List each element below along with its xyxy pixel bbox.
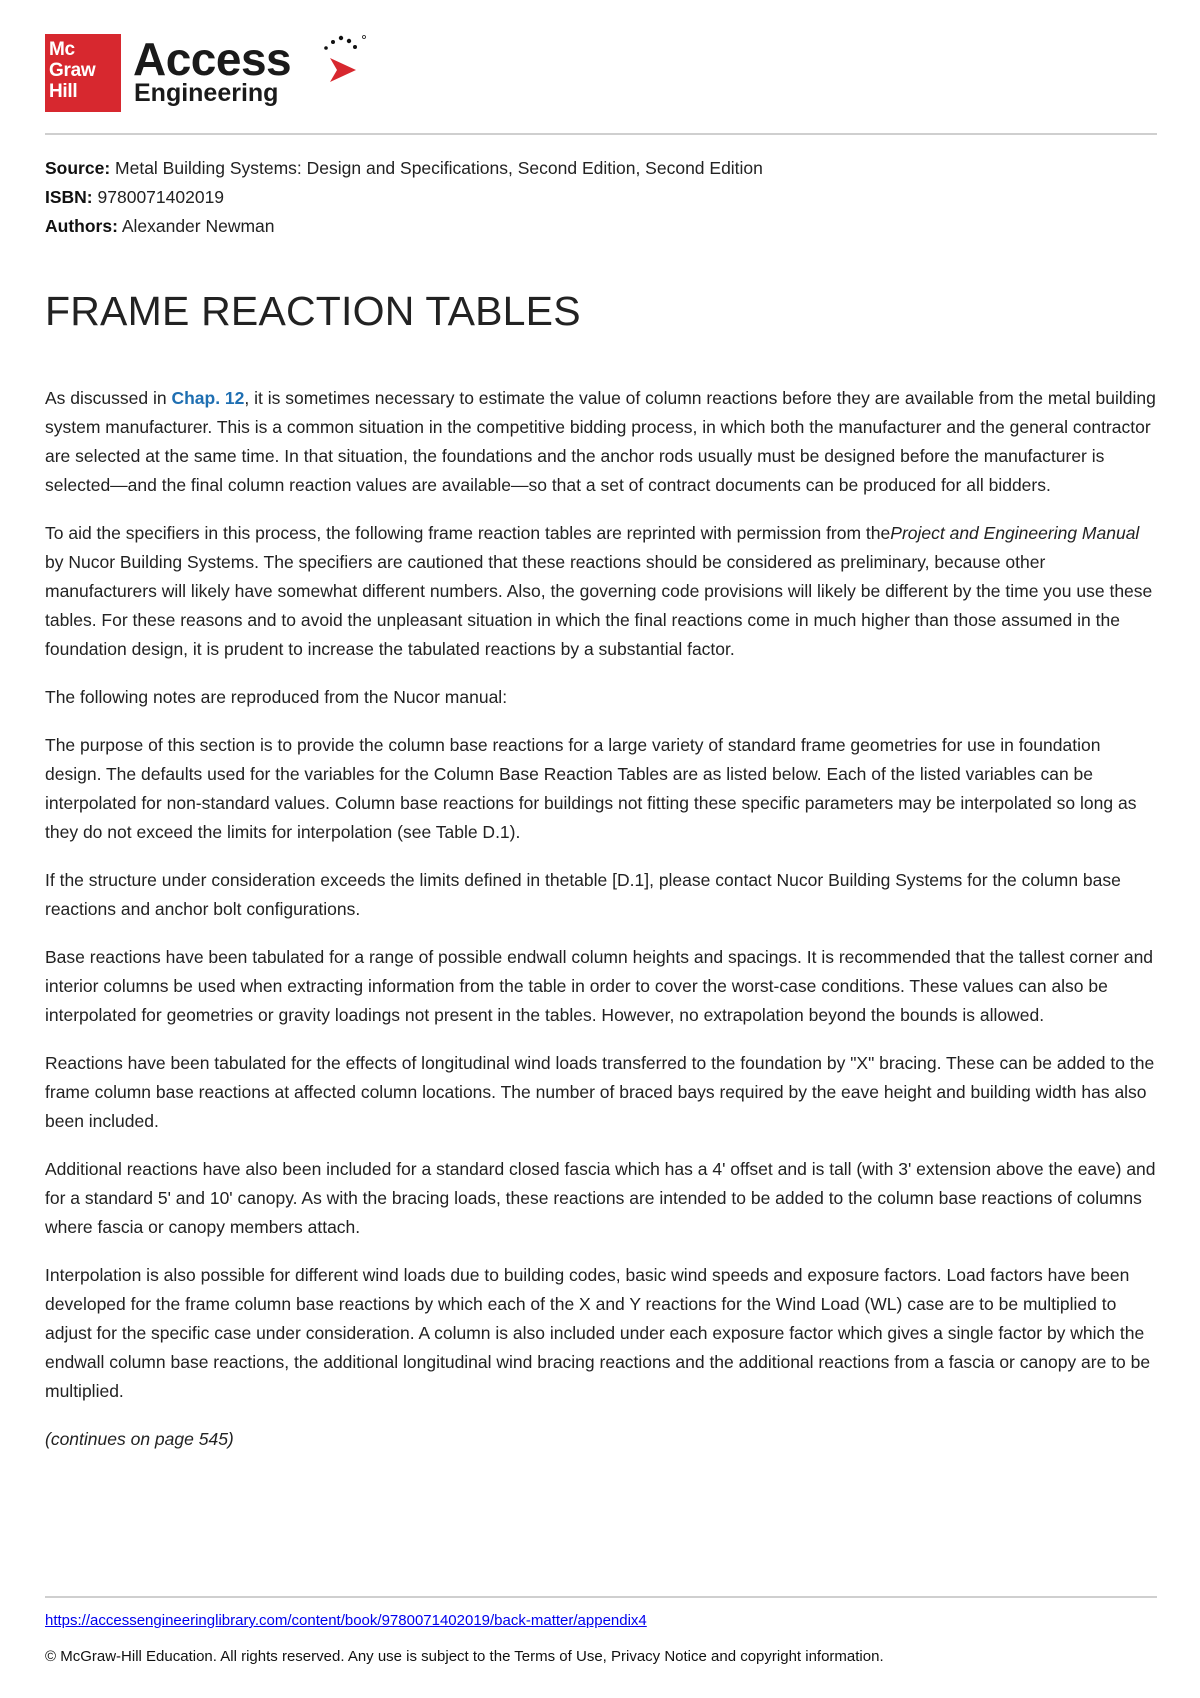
access-engineering-wordmark [133, 33, 292, 107]
manual-title-italic: Project and Engineering Manual [890, 523, 1140, 543]
header-divider [45, 133, 1157, 135]
p1-text-after: , it is sometimes necessary to estimate the value of column reactions before they are available from the metal building system manufacturer. This is a common situation in the competitive bidding process, in which both the manufacturer and the general contractor are selected at the same time. In that situation, the foundations and the anchor rods usually must be designed before the manufacturer is selected—and the final column reaction values are available—so that a set of contract documents can be produced for all bidders. [45, 388, 1156, 495]
isbn-value: 9780071402019 [97, 187, 225, 207]
paragraph-3: The following notes are reproduced from the Nucor manual: [45, 687, 508, 707]
logo-subproduct-name: Engineering [134, 79, 279, 107]
article-body [45, 384, 1157, 1473]
mcgraw-hill-logo-box [45, 34, 121, 112]
source-value: Metal Building Systems: Design and Specifications, Second Edition, Second Edition [115, 158, 763, 178]
mcgraw-hill-access-engineering-logo[interactable] [45, 34, 365, 114]
source-line [45, 154, 763, 183]
continues-note: (continues on page 545) [45, 1429, 234, 1449]
document-page [45, 0, 1157, 1698]
paragraph-6: Base reactions have been tabulated for a range of possible endwall column heights and spacings. It is recommended that the tallest corner and interior columns be used when extracting information from the table in order to cover the worst-case conditions. These values can also be interpolated for geometries or gravity loadings not present in the tables. However, no extrapolation beyond the bounds is allowed. [45, 947, 1154, 1025]
isbn-label: ISBN: [45, 187, 93, 207]
source-label: Source: [45, 158, 111, 178]
authors-value: Alexander Newman [121, 216, 275, 236]
paragraph-4: The purpose of this section is to provide the column base reactions for a large variety of standard frame geometries for use in foundation design. The defaults used for the variables for the Column Base Reaction Tables are as listed below. Each of the listed variables can be interpolated for non-standard values. Column base reactions for buildings not fitting these specific parameters may be interpolated so long as they do not exceed the limits for interpolation (see Table D.1). [45, 735, 1137, 842]
footer-url-link[interactable]: https://accessengineeringlibrary.com/content/book/9780071402019/back-matter/appendix4 [45, 1612, 647, 1629]
logo-brand-line-3: Hill [49, 81, 78, 102]
chapter-12-link[interactable]: Chap. 12 [171, 388, 245, 408]
paragraph-2 [45, 519, 1157, 664]
p2-text-before: To aid the specifiers in this process, the following frame reaction tables are reprinted with permission from the [45, 523, 891, 543]
paragraph-8: Additional reactions have also been included for a standard closed fascia which has a 4' offset and is tall (with 3' extension above the eave) and for a standard 5' and 10' canopy. As with the bracing loads, these reactions are intended to be added to the column base reactions of columns where fascia or canopy members attach. [45, 1159, 1156, 1237]
document-metadata [45, 154, 763, 241]
p2-text-after: by Nucor Building Systems. The specifiers are cautioned that these reactions should be considered as preliminary, because other manufacturers will likely have somewhat different numbers. Also, the governing code provisions will likely be different by the time you use these tables. For these reasons and to avoid the unpleasant situation in which the final reactions come in much higher than those assumed in the foundation design, it is prudent to increase the tabulated reactions by a substantial factor. [45, 552, 1153, 659]
paragraph-9: Interpolation is also possible for different wind loads due to building codes, basic wind speeds and exposure factors. Load factors have been developed for the frame column base reactions by which each of the X and Y reactions for the Wind Load (WL) case are to be multiplied to adjust for the specific case under consideration. A column is also included under each exposure factor which gives a single factor by which the endwall column base reactions, the additional longitudinal wind bracing reactions and the additional reactions from a fascia or canopy are to be multiplied. [45, 1265, 1151, 1401]
logo-product-name: Access [133, 33, 292, 85]
footer-copyright: © McGraw-Hill Education. All rights reserved. Any use is subject to the Terms of Use, Privacy Notice and copyright information. [45, 1648, 884, 1665]
access-arrow-icon [320, 34, 368, 94]
paragraph-5: If the structure under consideration exceeds the limits defined in thetable [D.1], please contact Nucor Building Systems for the column base reactions and anchor bolt configurations. [45, 870, 1121, 919]
p1-text-before: As discussed in [45, 388, 172, 408]
paragraph-7: Reactions have been tabulated for the effects of longitudinal wind loads transferred to the foundation by "X" bracing. These can be added to the frame column base reactions at affected column locations. The number of braced bays required by the eave height and building width has also been included. [45, 1053, 1155, 1131]
logo-brand-line-1: Mc [49, 39, 75, 60]
paragraph-1 [45, 384, 1157, 500]
logo-brand-line-2: Graw [49, 60, 96, 81]
authors-label: Authors: [45, 216, 118, 236]
authors-line [45, 212, 763, 241]
footer-divider [45, 1596, 1157, 1598]
isbn-line [45, 183, 763, 212]
page-title: FRAME REACTION TABLES [45, 288, 581, 334]
